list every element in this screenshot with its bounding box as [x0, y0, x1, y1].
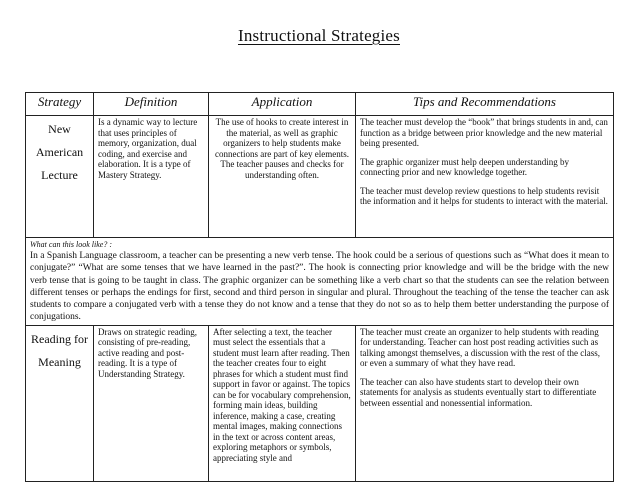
example-label: What can this look like? :	[30, 240, 112, 249]
definition-cell: Draws on strategic reading, consisting of pre-reading, active reading and post-reading. It is a type of Understanding Strategy.	[94, 325, 209, 481]
strategy-name-line: New	[48, 122, 71, 136]
strategy-name-line: American	[35, 145, 84, 159]
strategy-name-cell	[26, 116, 94, 238]
table-row	[26, 325, 614, 481]
header-strategy: Strategy	[26, 93, 94, 116]
tip-paragraph: The teacher must develop the “book” that brings students in and, can function as a bridge between prior knowledge and the new material being presented.	[360, 117, 608, 148]
page-title: Instructional Strategies	[237, 26, 400, 45]
tips-cell	[356, 325, 614, 481]
header-tips: Tips and Recommendations	[356, 93, 614, 116]
strategies-table	[25, 92, 614, 482]
strategy-name-line: Reading for	[31, 331, 88, 346]
tip-paragraph: The teacher must develop review questions to help students revisit the information and it helps for students to interact with the material.	[360, 185, 608, 206]
example-cell	[26, 238, 614, 326]
tip-paragraph: The graphic organizer must help deepen understanding by connecting prior and new knowledge together.	[360, 156, 570, 177]
application-cell: After selecting a text, the teacher must select the essentials that a student must learn after reading. Then the teacher creates four to eight phrases for which a student must find support in favor or against. The topics can be for vocabulary comprehension, forming main ideas, building inference, making a case, creating mental images, making connections in the text or across content areas, exploring metaphors or symbols, appreciating style and	[209, 325, 356, 481]
header-row	[26, 93, 614, 116]
table-row	[26, 116, 614, 238]
tips-cell	[356, 116, 614, 238]
strategy-name-cell	[26, 325, 94, 481]
strategy-name-line: Lecture	[41, 168, 78, 182]
header-definition: Definition	[94, 93, 209, 116]
tip-paragraph: The teacher must create an organizer to help students with reading for understanding. Teacher can host post reading activities such as talking amongst themselves, a discussion with the rest of the class, or even a summary of what they have read.	[360, 326, 600, 369]
example-text: In a Spanish Language classroom, a teacher can be presenting a new verb tense. The hook could be a serious of questions such as “What does it mean to conjugate?” “What are some tenses that we have learned in the past?”. The hook is connecting prior knowledge and will be the bridge with the new verb tense that is going to be taught in class. The graphic organizer can be something like a verb chart so that the students can see the relation between different tenses or perhaps the endings for first, second and third person in singular and plural. Throughout the teaching of the tense the teacher can ask students to compare a conjugated verb with a tense they do not know and a tense that they do not so as to help them better understanding the purpose of conjugations.	[30, 251, 609, 323]
example-row	[26, 238, 614, 326]
strategy-name-line: Meaning	[38, 354, 81, 369]
header-application: Application	[209, 93, 356, 116]
tip-paragraph: The teacher can also have students start to develop their own statements for analysis as students eventually start to differentiate between essential and nonessential information.	[360, 376, 597, 408]
application-cell: The use of hooks to create interest in the material, as well as graphic organizers to help students make connections are part of key elements. The teacher pauses and checks for understanding often.	[209, 116, 356, 238]
definition-cell: Is a dynamic way to lecture that uses principles of memory, organization, dual coding, and exercise and elaboration. It is a type of Mastery Strategy.	[94, 116, 209, 238]
